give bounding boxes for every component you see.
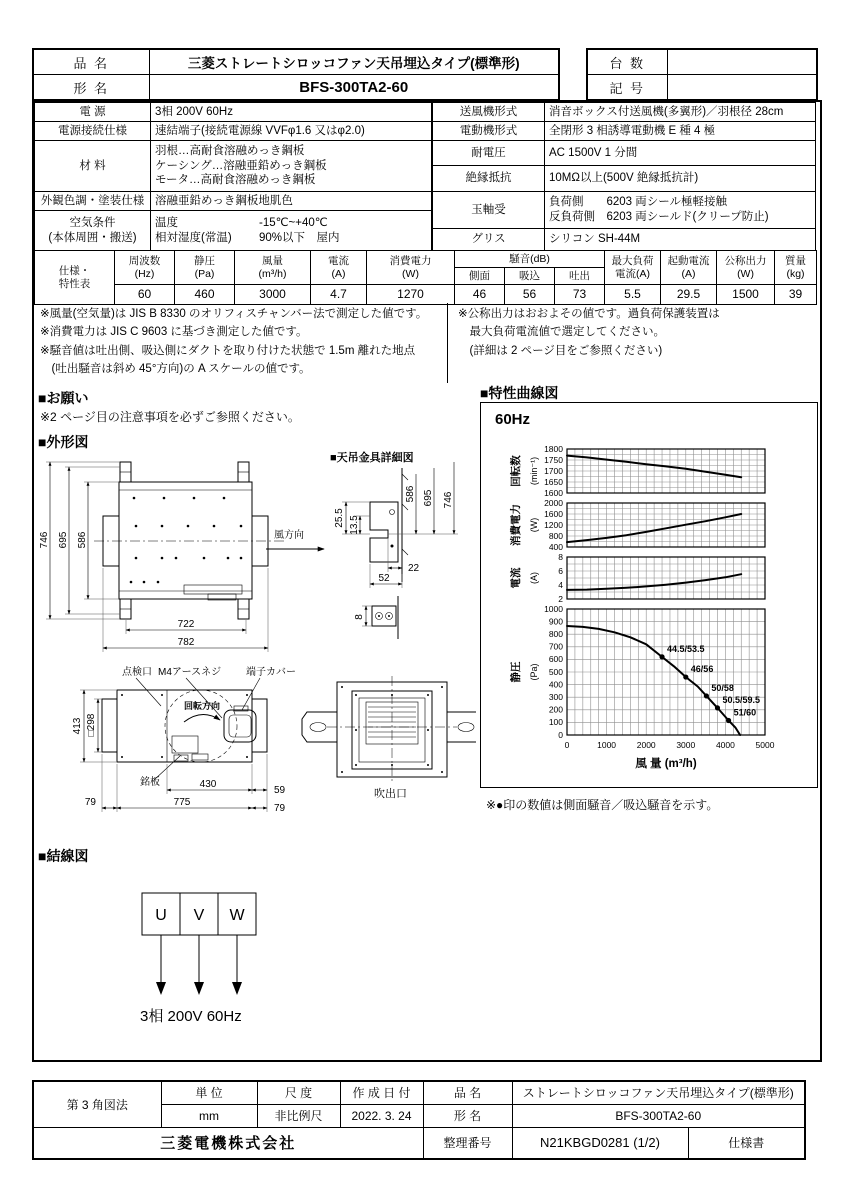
- plan-dimensions: [39, 462, 268, 652]
- col-noise-discharge: 吐出: [555, 268, 605, 285]
- fan-type-value: 消音ボックス付送風機(多翼形)／羽根径 28cm: [545, 103, 816, 122]
- humidity-label: 相対湿度(常温): [155, 231, 232, 244]
- request-note: ※2 ページ目の注意事項を必ずご参照ください。: [40, 410, 300, 424]
- air-condition-value: [151, 211, 432, 251]
- col-static-pressure: 静圧 (Pa): [175, 251, 235, 285]
- footer-name-value: ストレートシロッコファン天吊埋込タイプ(標準形): [512, 1081, 805, 1104]
- notes-right: [458, 305, 720, 360]
- svg-text:50/58: 50/58: [711, 682, 734, 693]
- svg-text:1600: 1600: [544, 508, 563, 519]
- svg-text:1200: 1200: [544, 519, 563, 530]
- svg-text:風 量 (m³/h): 風 量 (m³/h): [635, 758, 697, 770]
- dim-298: □298: [86, 713, 97, 737]
- value-current: 4.7: [311, 285, 367, 305]
- col-rated-output: 公称出力 (W): [717, 251, 775, 285]
- svg-text:1650: 1650: [544, 476, 563, 487]
- svg-text:静圧: 静圧: [510, 661, 522, 683]
- col-max-load-current: 最大負荷 電流(A): [605, 251, 661, 285]
- svg-text:5000: 5000: [755, 740, 775, 750]
- svg-text:1700: 1700: [544, 465, 563, 476]
- svg-text:400: 400: [548, 679, 563, 690]
- title-block: [32, 1080, 806, 1160]
- outline-drawing: [36, 454, 476, 826]
- svg-text:800: 800: [548, 530, 563, 541]
- bearing-value: [545, 192, 816, 229]
- footer-model-label: 形 名: [423, 1104, 512, 1127]
- svg-text:2: 2: [558, 593, 563, 604]
- dim-775: 775: [173, 797, 191, 808]
- svg-text:500: 500: [548, 666, 563, 677]
- withstand-voltage-value: AC 1500V 1 分間: [545, 141, 816, 166]
- plan-view: [94, 462, 324, 619]
- svg-text:2000: 2000: [636, 740, 656, 750]
- material-line-motor: モータ…高耐食溶融めっき鋼板: [155, 174, 316, 187]
- svg-text:消費電力: 消費電力: [510, 504, 522, 546]
- request-title: ■お願い: [38, 390, 89, 406]
- product-name-value: 三菱ストレートシロッコファン天吊埋込タイプ(標準形): [149, 49, 559, 75]
- bearing-label: 玉軸受: [433, 192, 545, 229]
- ref-number-value: N21KBGD0281 (1/2): [512, 1127, 688, 1159]
- dim-746: 746: [39, 531, 50, 549]
- outline-title: ■外形図: [38, 434, 89, 450]
- grease-label: グリス: [433, 229, 545, 251]
- footer-model-value: BFS-300TA2-60: [512, 1104, 805, 1127]
- dim-722: 722: [177, 619, 195, 630]
- svg-text:(A): (A): [529, 572, 539, 584]
- power-source-value: 3相 200V 60Hz: [151, 103, 432, 122]
- svg-text:4000: 4000: [715, 740, 735, 750]
- value-noise-discharge: 73: [555, 285, 605, 305]
- quantity-label: 台 数: [587, 49, 667, 75]
- scale-value: 非比例尺: [257, 1104, 340, 1127]
- note-output-line2: 最大負荷電流値で選定してください。: [458, 326, 665, 339]
- grease-value: シリコン SH-44M: [545, 229, 816, 251]
- svg-text:(min⁻¹): (min⁻¹): [529, 456, 539, 486]
- characteristic-curves-panel: [480, 402, 818, 788]
- appearance-value: 溶融亜鉛めっき鋼板地肌色: [151, 192, 432, 211]
- date-label: 作 成 日 付: [340, 1081, 423, 1104]
- dim-782: 782: [177, 637, 195, 648]
- bearing-load-side: 負荷側 6203 両シール極軽接触: [549, 196, 728, 209]
- corner-line2: 特性表: [58, 277, 91, 290]
- temperature-value: -15℃~+40℃: [259, 216, 328, 229]
- svg-text:(W): (W): [529, 517, 539, 533]
- temperature-row: [155, 216, 427, 231]
- power-source-line-label: 3相 200V 60Hz: [140, 1008, 242, 1025]
- svg-text:400: 400: [548, 541, 563, 552]
- notes-divider: [447, 303, 448, 383]
- scale-label: 尺 度: [257, 1081, 340, 1104]
- spec-table-right: [432, 102, 816, 251]
- power-source-label: 電 源: [35, 103, 151, 122]
- dim-430: 430: [199, 779, 217, 790]
- dim-59: 59: [274, 785, 286, 796]
- quantity-header-table: [586, 48, 818, 101]
- unit-value: mm: [161, 1104, 257, 1127]
- value-max-load-current: 5.5: [605, 285, 661, 305]
- model-name-value: BFS-300TA2-60: [149, 75, 559, 101]
- svg-text:8: 8: [558, 551, 563, 562]
- detail-dim-586: 586: [405, 485, 416, 503]
- svg-text:1000: 1000: [597, 740, 617, 750]
- value-noise-side: 46: [455, 285, 505, 305]
- wind-direction-label: 風方向: [274, 530, 304, 541]
- outlet-label: 吹出口: [374, 788, 407, 800]
- svg-text:回転数: 回転数: [510, 455, 522, 487]
- col-noise-group: 騒音(dB): [455, 251, 605, 268]
- terminal-u: U: [155, 907, 167, 924]
- col-mass: 質量 (kg): [775, 251, 817, 285]
- material-value: [151, 141, 432, 192]
- svg-text:3000: 3000: [676, 740, 696, 750]
- symbol-label: 記 号: [587, 75, 667, 101]
- projection-method: 第 3 角図法: [33, 1081, 161, 1127]
- product-header-table: [32, 48, 560, 101]
- dim-22: 22: [408, 563, 420, 574]
- value-rated-output: 1500: [717, 285, 775, 305]
- svg-text:1800: 1800: [544, 443, 563, 454]
- insulation-label: 絶縁抵抗: [433, 166, 545, 192]
- svg-text:4: 4: [558, 579, 563, 590]
- unit-label: 単 位: [161, 1081, 257, 1104]
- value-noise-intake: 56: [505, 285, 555, 305]
- col-airflow: 風量 (m³/h): [235, 251, 311, 285]
- char-table-values-row: [35, 285, 817, 305]
- characteristics-table: [34, 250, 817, 305]
- product-name-label: 品 名: [33, 49, 149, 75]
- footer-name-label: 品 名: [423, 1081, 512, 1104]
- air-condition-label-line2: (本体周囲・搬送): [48, 231, 137, 244]
- col-noise-side: 側面: [455, 268, 505, 285]
- insulation-value: 10MΩ以上(500V 絶縁抵抗計): [545, 166, 816, 192]
- wiring-title: ■結線図: [38, 848, 89, 864]
- curves-title: ■特性曲線図: [480, 385, 559, 401]
- outlet-view: [302, 676, 476, 800]
- dim-586: 586: [77, 531, 88, 549]
- svg-text:6: 6: [558, 565, 563, 576]
- value-static-pressure: 460: [175, 285, 235, 305]
- dim-695: 695: [58, 531, 69, 549]
- earth-screw-label: M4アースネジ: [158, 667, 222, 678]
- dim-79-right: 79: [274, 803, 286, 814]
- svg-text:51/60: 51/60: [733, 707, 757, 718]
- humidity-row: [155, 231, 427, 246]
- air-condition-label-line1: 空気条件: [69, 216, 116, 229]
- note-airflow: ※風量(空気量)は JIS B 8330 のオリフィスチャンバー法で測定した値です。: [40, 308, 428, 320]
- value-starting-current: 29.5: [661, 285, 717, 305]
- char-table-corner: [35, 251, 115, 305]
- frequency-badge: 60Hz: [495, 411, 531, 428]
- air-condition-label: [35, 211, 151, 251]
- svg-text:1600: 1600: [544, 487, 563, 498]
- inspection-port-label: 点検口: [122, 667, 152, 678]
- appearance-label: 外観色調・塗装仕様: [35, 192, 151, 211]
- material-line-blade: 羽根…高耐食溶融めっき鋼板: [155, 144, 305, 157]
- dim-413: 413: [72, 717, 83, 735]
- ref-number-label: 整理番号: [423, 1127, 512, 1159]
- dim-8: 8: [354, 614, 365, 620]
- svg-text:50.5/59.5: 50.5/59.5: [722, 694, 761, 705]
- dim-79-left: 79: [84, 797, 96, 808]
- detail-dim-695: 695: [423, 489, 434, 507]
- date-value: 2022. 3. 24: [340, 1104, 423, 1127]
- value-mass: 39: [775, 285, 817, 305]
- note-output-line1: ※公称出力はおおよその値です。過負荷保護装置は: [458, 308, 720, 320]
- material-line-casing: ケーシング…溶融亜鉛めっき鋼板: [155, 159, 327, 172]
- svg-text:900: 900: [548, 616, 563, 627]
- material-label: 材 料: [35, 141, 151, 192]
- svg-text:電流: 電流: [510, 567, 522, 589]
- hanger-detail: [334, 462, 458, 639]
- svg-text:100: 100: [548, 717, 563, 728]
- humidity-value: 90%以下 屋内: [259, 231, 340, 244]
- svg-text:300: 300: [548, 692, 563, 702]
- spec-table-left: [34, 102, 432, 251]
- main-content-box: [32, 100, 822, 1062]
- connection-spec-label: 電源接続仕様: [35, 122, 151, 141]
- dim-25-5: 25.5: [334, 508, 345, 528]
- connection-spec-value: 速結端子(接続電源線 VVFφ1.6 又はφ2.0): [151, 122, 432, 141]
- characteristic-curves-chart: [481, 403, 814, 784]
- svg-text:1750: 1750: [544, 454, 563, 465]
- fan-type-label: 送風機形式: [433, 103, 545, 122]
- note-noise-line2: (吐出騒音は斜め 45°方向)の A スケールの値です。: [40, 363, 311, 376]
- dim-52: 52: [378, 573, 390, 584]
- value-power: 1270: [367, 285, 455, 305]
- svg-text:(Pa): (Pa): [529, 663, 539, 681]
- motor-type-value: 全閉形 3 相誘導電動機 E 種 4 極: [545, 122, 816, 141]
- svg-text:200: 200: [548, 704, 563, 715]
- note-output-line3: (詳細は 2 ページ目をご参照ください): [458, 344, 663, 357]
- col-starting-current: 起動電流 (A): [661, 251, 717, 285]
- svg-text:1000: 1000: [544, 603, 563, 614]
- nameplate-label: 銘板: [140, 777, 160, 788]
- terminal-w: W: [229, 907, 245, 924]
- company-name: 三菱電機株式会社: [33, 1127, 423, 1159]
- svg-text:600: 600: [548, 654, 563, 665]
- wiring-diagram: [114, 878, 374, 1048]
- notes-left: [40, 305, 427, 379]
- model-name-label: 形 名: [33, 75, 149, 101]
- withstand-voltage-label: 耐電圧: [433, 141, 545, 166]
- value-frequency: 60: [115, 285, 175, 305]
- col-power: 消費電力 (W): [367, 251, 455, 285]
- note-noise-line1: ※騒音値は吐出側、吸込側にダクトを取り付けた状態で 1.5m 離れた地点: [40, 344, 416, 357]
- terminal-cover-label: 端子カバー: [246, 667, 296, 678]
- note-power: ※消費電力は JIS C 9603 に基づき測定した値です。: [40, 326, 308, 339]
- rotation-direction-label: 回転方向: [184, 701, 221, 711]
- detail-dim-746: 746: [443, 491, 454, 509]
- svg-text:0: 0: [558, 729, 563, 740]
- bearing-antiload-side: 反負荷側 6203 両シールド(クリープ防止): [549, 211, 769, 223]
- hanger-detail-title: ■天吊金具詳細図: [330, 452, 414, 464]
- svg-text:0: 0: [564, 740, 570, 750]
- corner-line1: 仕様・: [58, 264, 91, 277]
- symbol-value: [667, 75, 817, 101]
- svg-text:800: 800: [548, 629, 563, 639]
- doc-type: 仕様書: [688, 1127, 805, 1159]
- motor-type-label: 電動機形式: [433, 122, 545, 141]
- svg-text:44.5/53.5: 44.5/53.5: [667, 643, 705, 654]
- col-frequency: 周波数 (Hz): [115, 251, 175, 285]
- temperature-label: 温度: [155, 216, 178, 229]
- curves-note: ※●印の数値は側面騒音／吸込騒音を示す。: [486, 798, 719, 812]
- value-airflow: 3000: [235, 285, 311, 305]
- side-view: [72, 665, 296, 814]
- svg-text:700: 700: [548, 641, 563, 652]
- col-noise-intake: 吸込: [505, 268, 555, 285]
- col-current: 電流 (A): [311, 251, 367, 285]
- svg-text:2000: 2000: [544, 497, 563, 508]
- svg-text:46/56: 46/56: [690, 664, 714, 675]
- terminal-v: V: [193, 907, 205, 924]
- quantity-value: [667, 49, 817, 75]
- dim-13-5: 13.5: [349, 515, 360, 535]
